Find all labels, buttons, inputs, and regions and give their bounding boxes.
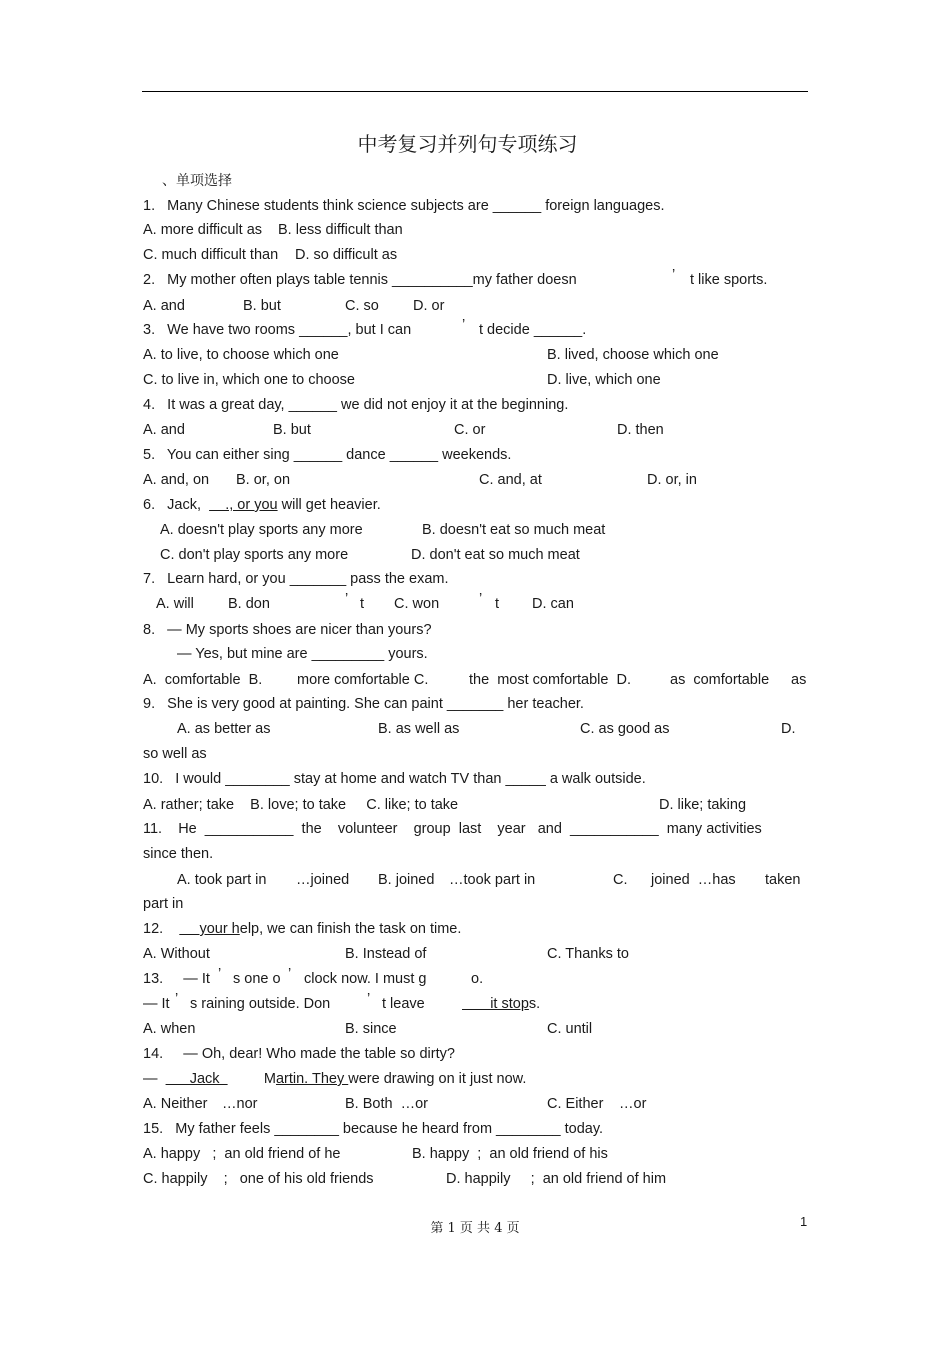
apostrophe: ’ bbox=[345, 591, 349, 607]
blank-text: it stop bbox=[462, 996, 529, 1012]
q11-option-b-end: …took part in bbox=[449, 872, 536, 888]
q1-option-d: D. so difficult as bbox=[295, 247, 398, 263]
q14-option-b: B. Both …or bbox=[345, 1096, 429, 1112]
answer-blank: artin. They bbox=[275, 1071, 349, 1087]
question-3-stem: 3. We have two rooms ______, but I can bbox=[143, 322, 412, 338]
q3-option-d: D. live, which one bbox=[547, 372, 661, 388]
question-14-stem: 14. — Oh, dear! Who made the table so dirty? bbox=[143, 1046, 455, 1062]
q10-option-d: D. like; taking bbox=[659, 797, 747, 813]
question-12-rest: elp, we can finish the task on time. bbox=[239, 921, 462, 937]
q7-option-c-end: t bbox=[495, 596, 500, 612]
q13-option-c: C. until bbox=[547, 1021, 593, 1037]
q5-option-a: A. and, on bbox=[143, 472, 210, 488]
q8-option-d: as comfortable bbox=[670, 672, 770, 688]
question-15-stem: 15. My father feels ________ because he heard from ________ today. bbox=[143, 1121, 604, 1137]
q4-option-c: C. or bbox=[454, 422, 486, 438]
page-footer: 第 1 页 共 4 页 bbox=[430, 1221, 520, 1236]
q4-option-a: A. and bbox=[143, 422, 185, 438]
q7-option-a: A. will bbox=[156, 596, 194, 612]
q3-option-b: B. lived, choose which one bbox=[547, 347, 719, 363]
q5-option-c: C. and, at bbox=[479, 472, 542, 488]
q15-option-d: D. happily ; an old friend of him bbox=[446, 1171, 667, 1187]
question-1-stem: 1. Many Chinese students think science subjects are ______ foreign languages. bbox=[143, 198, 665, 214]
question-5-stem: 5. You can either sing ______ dance ______ weekends. bbox=[143, 447, 512, 463]
q9-option-a: A. as better as bbox=[177, 721, 271, 737]
q6-option-b: B. doesn't eat so much meat bbox=[422, 522, 606, 538]
apostrophe: ’ bbox=[175, 991, 179, 1007]
question-number: 12. bbox=[143, 921, 164, 937]
question-13-line1-end: clock now. I must g bbox=[304, 971, 427, 987]
q12-option-a: A. Without bbox=[143, 946, 210, 962]
question-10-stem: 10. I would ________ stay at home and watch TV than _____ a walk outside. bbox=[143, 771, 646, 787]
question-6-stem bbox=[143, 496, 381, 514]
q2-option-a: A. and bbox=[143, 298, 185, 314]
q11-option-c-end: part in bbox=[143, 896, 184, 912]
question-9-stem: 9. She is very good at painting. She can paint _______ her teacher. bbox=[143, 696, 584, 712]
q2-option-c: C. so bbox=[345, 298, 379, 314]
question-12-stem bbox=[143, 920, 461, 938]
q2-option-d: D. or bbox=[413, 298, 445, 314]
q11-option-a-end: …joined bbox=[296, 872, 350, 888]
blank-tail: s. bbox=[528, 996, 541, 1012]
question-4-stem: 4. It was a great day, ______ we did not enjoy it at the beginning. bbox=[143, 397, 569, 413]
q7-option-b: B. don bbox=[228, 596, 270, 612]
question-13-line1-tail: o. bbox=[471, 971, 484, 987]
q9-option-d-letter: D. bbox=[781, 721, 796, 737]
question-2-stem-end: t like sports. bbox=[690, 272, 768, 288]
apostrophe: ’ bbox=[367, 991, 371, 1007]
question-7-stem: 7. Learn hard, or you _______ pass the exam. bbox=[143, 571, 449, 587]
q4-option-d: D. then bbox=[617, 422, 664, 438]
question-13-line1: 13. — It bbox=[143, 971, 210, 987]
q2-option-b: B. but bbox=[243, 298, 281, 314]
q11-option-c: joined …has bbox=[651, 872, 736, 888]
apostrophe: ’ bbox=[288, 966, 292, 982]
q3-option-c: C. to live in, which one to choose bbox=[143, 372, 355, 388]
q11-option-c-letter: C. bbox=[613, 872, 628, 888]
q15-option-b: B. happy ; an old friend of his bbox=[412, 1146, 608, 1162]
q7-option-b-end: t bbox=[360, 596, 365, 612]
q11-option-c-mid: taken bbox=[765, 872, 801, 888]
question-13-line2-mid: s raining outside. Don bbox=[190, 996, 331, 1012]
question-14-reply bbox=[143, 1070, 526, 1088]
q1-option-a: A. more difficult as bbox=[143, 222, 263, 238]
q1-option-c: C. much difficult than bbox=[143, 247, 279, 263]
q8-option-b: more comfortable C. bbox=[297, 672, 429, 688]
page-number: 1 bbox=[800, 1214, 808, 1229]
q8-option-d-end: as bbox=[791, 672, 807, 688]
q15-option-c: C. happily ; one of his old friends bbox=[143, 1171, 374, 1187]
q14-option-a-end: …nor bbox=[222, 1096, 258, 1112]
page-title: 中考复习并列句专项练习 bbox=[357, 132, 578, 156]
q6-option-c: C. don't play sports any more bbox=[160, 547, 349, 563]
q4-option-b: B. but bbox=[273, 422, 311, 438]
answer-blank: your h bbox=[179, 921, 240, 937]
question-11-stem: 11. He ___________ the volunteer group last year and ___________ many activities bbox=[143, 821, 762, 837]
q5-option-b: B. or, on bbox=[236, 472, 291, 488]
question-8-stem: 8. — My sports shoes are nicer than yours? bbox=[143, 622, 432, 638]
q12-option-c: C. Thanks to bbox=[547, 946, 629, 962]
question-8-reply: — Yes, but mine are _________ yours. bbox=[177, 646, 428, 662]
q8-option-a: A. comfortable B. bbox=[143, 672, 263, 688]
question-6-rest: will get heavier. bbox=[277, 497, 381, 513]
question-2-stem: 2. My mother often plays table tennis __________my father doesn bbox=[143, 272, 577, 288]
q13-option-a: A. when bbox=[143, 1021, 196, 1037]
q9-option-c: C. as good as bbox=[580, 721, 670, 737]
question-number: 6. Jack, bbox=[143, 497, 202, 513]
apostrophe: ’ bbox=[672, 267, 676, 283]
question-11-cont: since then. bbox=[143, 846, 214, 862]
q9-option-d: so well as bbox=[143, 746, 207, 762]
q3-option-a: A. to live, to choose which one bbox=[143, 347, 339, 363]
q15-option-a: A. happy ; an old friend of he bbox=[143, 1146, 341, 1162]
q1-option-b: B. less difficult than bbox=[278, 222, 403, 238]
q14-option-c-end: …or bbox=[619, 1096, 647, 1112]
q7-option-d: D. can bbox=[532, 596, 574, 612]
q6-option-d: D. don't eat so much meat bbox=[411, 547, 580, 563]
q11-option-a: A. took part in bbox=[177, 872, 267, 888]
q8-option-c: the most comfortable D. bbox=[469, 672, 631, 688]
answer-blank bbox=[462, 995, 540, 1013]
q6-option-a: A. doesn't play sports any more bbox=[160, 522, 363, 538]
q10-options-abc: A. rather; take B. love; to take C. like; to take bbox=[143, 797, 459, 813]
q9-option-b: B. as well as bbox=[378, 721, 460, 737]
q5-option-d: D. or, in bbox=[647, 472, 697, 488]
name-initial: M bbox=[263, 1071, 276, 1087]
top-rule bbox=[142, 91, 808, 92]
question-13-line2: — It bbox=[143, 996, 170, 1012]
q12-option-b: B. Instead of bbox=[345, 946, 427, 962]
dash: — bbox=[143, 1071, 158, 1087]
q7-option-c: C. won bbox=[394, 596, 440, 612]
section-heading: 、单项选择 bbox=[162, 173, 232, 189]
question-13-line2-end: t leave bbox=[382, 996, 425, 1012]
q11-option-b: B. joined bbox=[378, 872, 435, 888]
apostrophe: ’ bbox=[462, 317, 466, 333]
answer-blank: Jack bbox=[165, 1071, 228, 1087]
question-13-line1-mid: s one o bbox=[233, 971, 281, 987]
question-14-rest: were drawing on it just now. bbox=[348, 1071, 527, 1087]
apostrophe: ’ bbox=[218, 966, 222, 982]
apostrophe: ’ bbox=[479, 591, 483, 607]
q14-option-a: A. Neither bbox=[143, 1096, 208, 1112]
question-3-stem-end: t decide ______. bbox=[479, 322, 587, 338]
answer-blank: ., or you bbox=[209, 497, 278, 513]
q14-option-c: C. Either bbox=[547, 1096, 604, 1112]
q13-option-b: B. since bbox=[345, 1021, 397, 1037]
